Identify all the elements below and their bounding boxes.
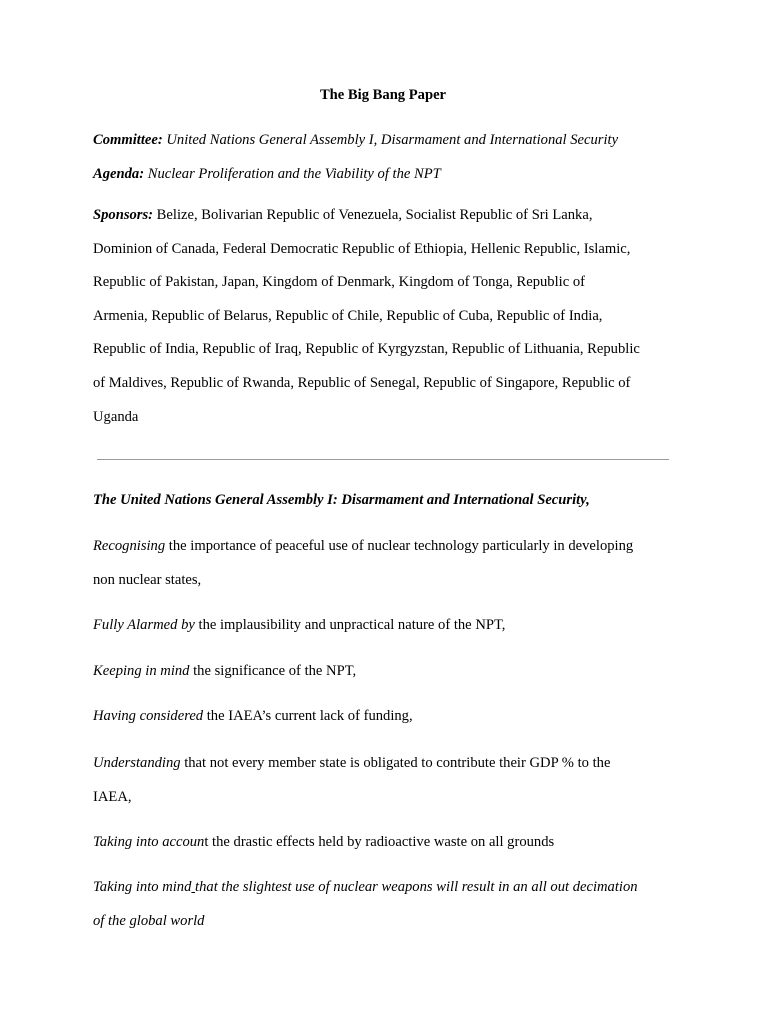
agenda-line [93, 166, 679, 183]
sponsors-line-2: Dominion of Canada, Federal Democratic Republic of Ethiopia, Hellenic Republic, Islamic, [93, 240, 631, 257]
sponsors-line-5: Republic of India, Republic of Iraq, Republic of Kyrgyzstan, Republic of Lithuania, Republic [93, 341, 640, 358]
clause-text: the significance of the NPT, [189, 663, 357, 679]
sponsors-line-6: of Maldives, Republic of Rwanda, Republic of Senegal, Republic of Singapore, Republic of [93, 374, 631, 391]
clause-fully-alarmed [93, 609, 679, 643]
agenda-value: Nuclear Proliferation and the Viability of the NPT [147, 166, 441, 182]
sponsors-block [93, 199, 679, 434]
document-title: The Big Bang Paper [319, 87, 447, 103]
committee-line [93, 132, 679, 149]
clause-text: that the slightest use of nuclear weapons will result in an all out decimation [195, 879, 638, 895]
clause-text-cont: non nuclear states, [93, 571, 202, 588]
clause-taking-into-account [93, 826, 679, 860]
clause-phrase: Having considered [93, 708, 204, 724]
clause-text: that not every member state is obligated to contribute their GDP % to the [180, 755, 611, 771]
clause-text: t the drastic effects held by radioactive waste on all grounds [204, 834, 555, 850]
agenda-label: Agenda: [93, 166, 145, 182]
clause-text-cont: of the global world [93, 912, 205, 929]
sponsors-line-3: Republic of Pakistan, Japan, Kingdom of Denmark, Kingdom of Tonga, Republic of [93, 274, 585, 291]
clause-keeping-in-mind [93, 655, 679, 689]
clause-text: the importance of peaceful use of nuclear technology particularly in developing [165, 538, 634, 554]
sponsors-text-1: Belize, Bolivarian Republic of Venezuela, Socialist Republic of Sri Lanka, [153, 207, 593, 223]
clause-text-cont: IAEA, [93, 788, 132, 805]
committee-label: Committee: [93, 132, 163, 148]
clause-taking-into-mind [93, 871, 679, 938]
clause-phrase: Keeping in mind [93, 663, 190, 679]
clause-having-considered [93, 700, 679, 734]
clause-text: the implausibility and unpractical nature of the NPT, [194, 617, 506, 633]
clause-recognising [93, 530, 679, 597]
clause-phrase: Taking into accoun [93, 834, 205, 850]
committee-value: United Nations General Assembly I, Disarmament and International Security [166, 132, 619, 148]
sponsors-line-7: Uganda [93, 408, 139, 425]
section-divider [97, 459, 669, 460]
sponsors-label: Sponsors: [93, 207, 154, 223]
clause-phrase: Recognising [93, 538, 166, 554]
sponsors-line-4: Armenia, Republic of Belarus, Republic of Chile, Republic of Cuba, Republic of India, [93, 307, 603, 324]
clause-phrase: Taking into mind [93, 879, 192, 895]
clause-phrase: Understanding [93, 755, 181, 771]
clause-understanding [93, 747, 679, 814]
clause-phrase: Fully Alarmed by [93, 617, 195, 633]
preamble-heading: The United Nations General Assembly I: Disarmament and International Security, [93, 492, 590, 508]
clause-text: the IAEA’s current lack of funding, [203, 708, 413, 724]
sponsors-line-1 [93, 199, 679, 233]
